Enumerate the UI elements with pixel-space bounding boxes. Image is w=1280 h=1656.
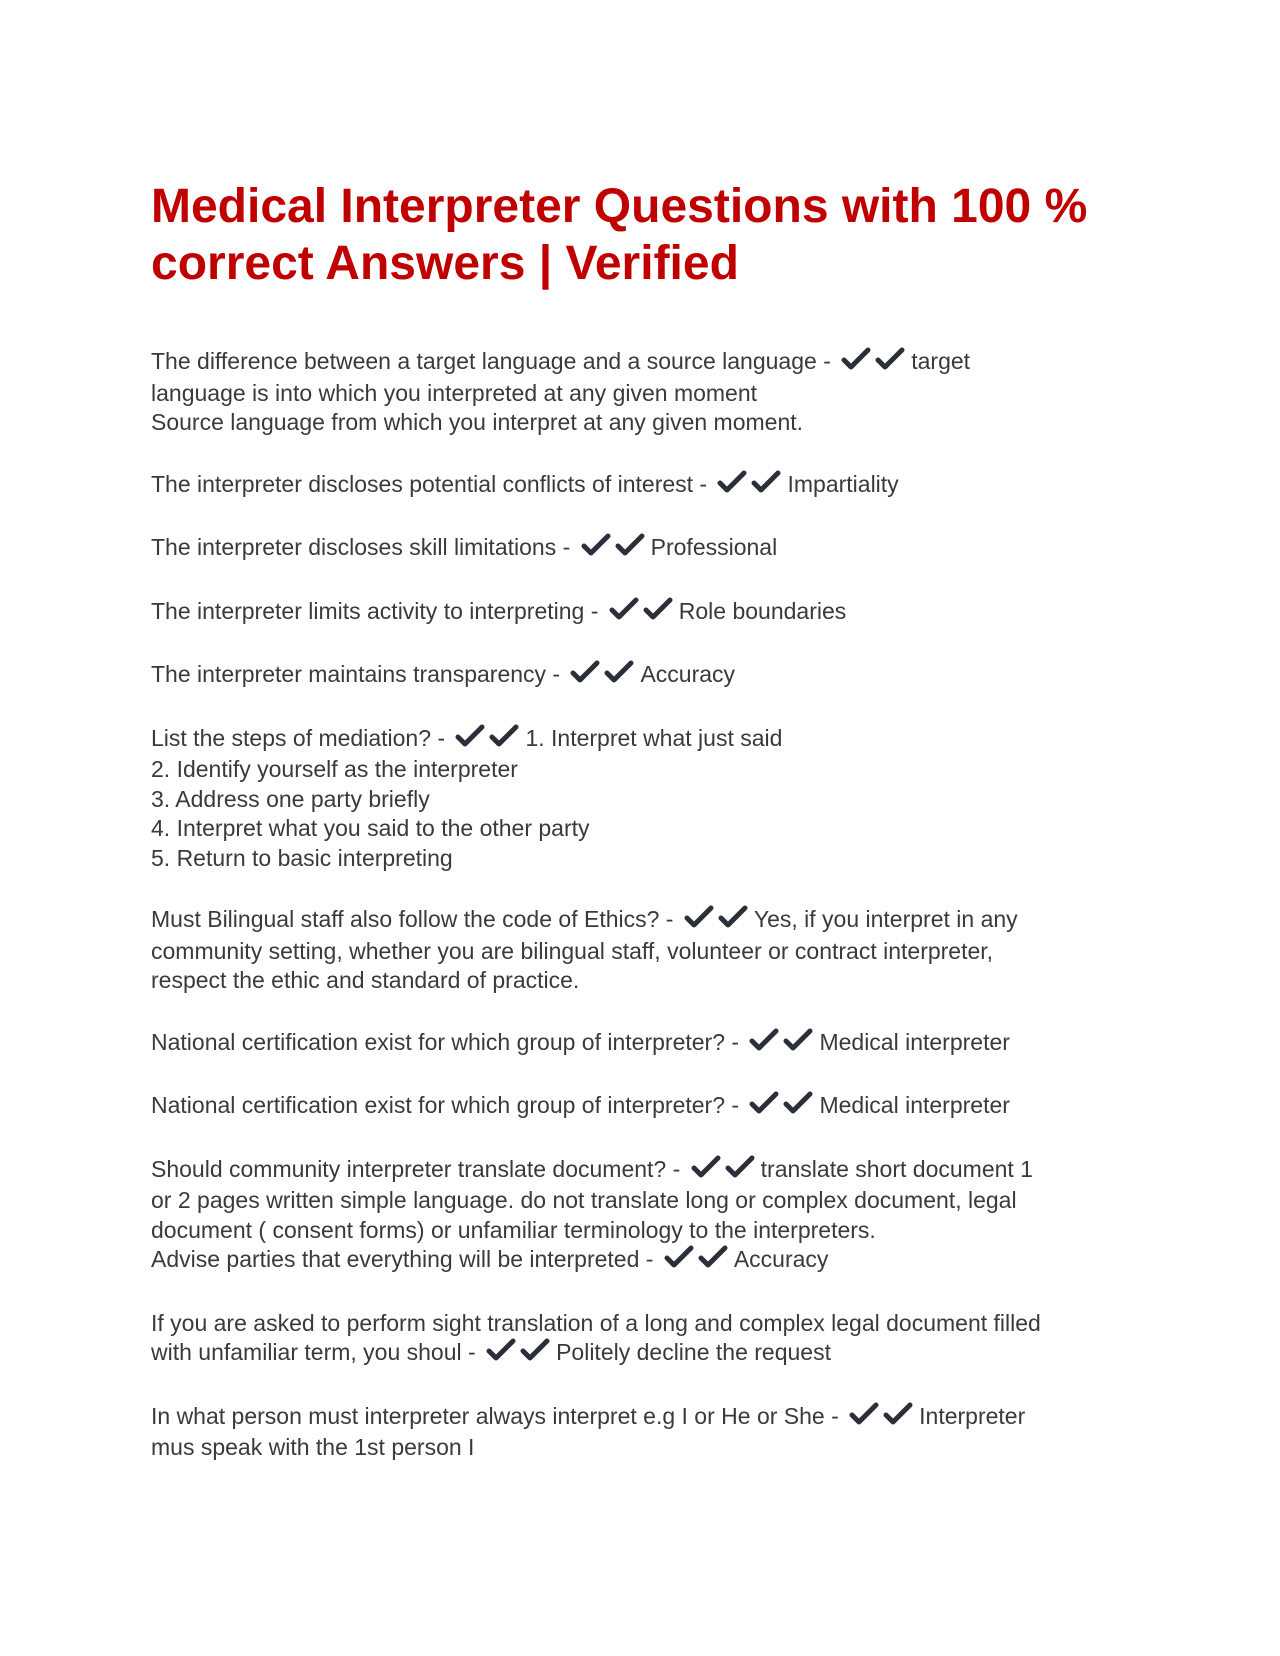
qa-item: [151, 1309, 1141, 1370]
qa-item: [151, 1028, 1141, 1060]
qa-item: [151, 660, 1141, 692]
check-mark-icon: [749, 1028, 817, 1060]
answer-text: translate short document 1: [760, 1155, 1033, 1182]
answer-text: 3. Address one party briefly: [151, 785, 430, 812]
question-text: The interpreter limits activity to interpreting -: [151, 597, 599, 624]
answer-text: language is into which you interpreted at any given moment: [151, 379, 758, 406]
answer-text: Interpreter: [919, 1402, 1026, 1429]
question-text: The difference between a target language and a source language -: [151, 348, 831, 374]
qa-item: [151, 1155, 1141, 1277]
qa-item: [151, 470, 1141, 502]
check-mark-icon: [841, 347, 909, 379]
answer-text: document ( consent forms) or unfamiliar terminology to the interpreters.: [151, 1216, 876, 1243]
question-text: The interpreter discloses potential conflicts of interest -: [151, 470, 708, 497]
answer-text: 1. Interpret what just said: [525, 724, 783, 751]
answer-text: or 2 pages written simple language. do not translate long or complex document, legal: [151, 1187, 1017, 1213]
check-mark-icon: [570, 660, 638, 692]
check-mark-icon: [717, 470, 785, 502]
check-mark-icon: [684, 905, 752, 937]
answer-text: mus speak with the 1st person I: [151, 1434, 475, 1460]
answer-text: Source language from which you interpret at any given moment.: [151, 409, 804, 435]
answer-text: Medical interpreter: [819, 1028, 1010, 1055]
qa-item: [151, 597, 1141, 629]
answer-text: Accuracy: [640, 661, 736, 687]
question-text: Should community interpreter translate document? -: [151, 1155, 681, 1182]
question-text: with unfamiliar term, you shoul -: [151, 1339, 476, 1365]
check-mark-icon: [581, 533, 649, 565]
answer-text: 4. Interpret what you said to the other party: [151, 815, 590, 841]
question-text: National certification exist for which group of interpreter? -: [151, 1092, 740, 1118]
question-text: Must Bilingual staff also follow the code of Ethics? -: [151, 906, 674, 932]
question-text: If you are asked to perform sight translation of a long and complex legal document filled: [151, 1309, 1041, 1336]
answer-text: respect the ethic and standard of practice.: [151, 967, 580, 993]
answer-text: 5. Return to basic interpreting: [151, 844, 453, 871]
qa-item: [151, 533, 1141, 565]
check-mark-icon: [609, 597, 677, 629]
qa-list: [151, 347, 1141, 1463]
answer-text: Accuracy: [733, 1246, 829, 1272]
answer-text: community setting, whether you are bilingual staff, volunteer or contract interpreter,: [151, 937, 994, 964]
answer-text: Yes, if you interpret in any: [753, 906, 1018, 932]
answer-text: 2. Identify yourself as the interpreter: [151, 756, 518, 782]
qa-item: [151, 1402, 1141, 1463]
answer-text: Medical interpreter: [819, 1092, 1010, 1118]
document-page: [151, 178, 1141, 1495]
question-text: List the steps of mediation? -: [151, 724, 446, 751]
check-mark-icon: [455, 724, 523, 756]
question-text: National certification exist for which group of interpreter? -: [151, 1028, 740, 1055]
check-mark-icon: [849, 1402, 917, 1434]
question-text: The interpreter discloses skill limitations -: [151, 534, 571, 560]
check-mark-icon: [664, 1245, 732, 1277]
question-text: In what person must interpreter always interpret e.g I or He or She -: [151, 1402, 839, 1429]
answer-text: Professional: [650, 534, 778, 560]
question-text: The interpreter maintains transparency -: [151, 661, 561, 687]
question-text: Advise parties that everything will be interpreted -: [151, 1246, 654, 1272]
document-title: Medical Interpreter Questions with 100 % correct Answers | Verified: [151, 180, 1088, 290]
qa-item: [151, 905, 1141, 996]
qa-item: [151, 724, 1141, 874]
qa-item: [151, 347, 1141, 438]
answer-text: Impartiality: [787, 470, 899, 497]
check-mark-icon: [691, 1155, 759, 1187]
check-mark-icon: [486, 1338, 554, 1370]
check-mark-icon: [749, 1091, 817, 1123]
answer-text: Role boundaries: [678, 597, 847, 624]
qa-item: [151, 1091, 1141, 1123]
answer-text: target: [911, 348, 971, 374]
answer-text: Politely decline the request: [556, 1339, 831, 1365]
